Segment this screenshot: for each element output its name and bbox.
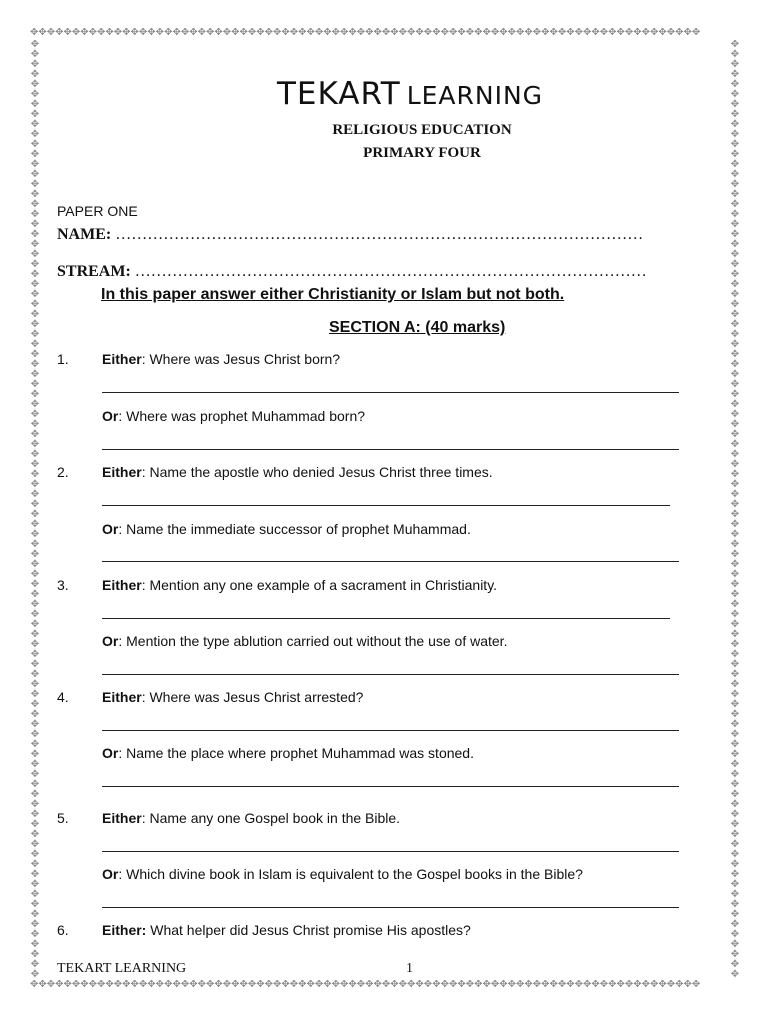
answer-line	[102, 851, 679, 852]
or-label: Or	[102, 866, 119, 882]
or-text: : Name the place where prophet Muhammad was stoned.	[118, 745, 474, 761]
question-number: 6.	[57, 922, 69, 938]
level-title: PRIMARY FOUR	[363, 145, 481, 161]
question-number: 5.	[57, 810, 69, 826]
or-label: Or	[102, 633, 119, 649]
either-text: : Name the apostle who denied Jesus Christ three times.	[141, 464, 493, 480]
either-label: Either	[102, 577, 142, 593]
question-number: 2.	[57, 464, 69, 480]
answer-line	[102, 505, 670, 506]
either-text: What helper did Jesus Christ promise His apostles?	[146, 922, 471, 938]
instruction: In this paper answer either Christianity or Islam but not both.	[101, 286, 565, 303]
answer-line	[102, 786, 679, 787]
question-either	[102, 351, 340, 367]
either-label: Either	[102, 810, 142, 826]
either-label: Either	[102, 464, 142, 480]
or-label: Or	[102, 408, 119, 424]
either-text: : Name any one Gospel book in the Bible.	[141, 810, 401, 826]
decorative-border-left: ✥✥✥✥✥✥✥✥✥✥✥✥✥✥✥✥✥✥✥✥✥✥✥✥✥✥✥✥✥✥✥✥✥✥✥✥✥✥✥✥✥✥✥✥✥✥✥✥✥✥✥✥✥✥✥✥✥✥✥✥✥✥✥✥✥✥✥✥✥✥✥✥✥✥✥✥✥✥✥✥✥✥✥✥✥✥✥✥✥✥✥✥✥✥	[30, 40, 40, 980]
stream-label: STREAM:	[57, 263, 131, 280]
decorative-border-bottom: ✥✥✥✥✥✥✥✥✥✥✥✥✥✥✥✥✥✥✥✥✥✥✥✥✥✥✥✥✥✥✥✥✥✥✥✥✥✥✥✥✥✥✥✥✥✥✥✥✥✥✥✥✥✥✥✥✥✥✥✥✥✥✥✥✥✥✥✥✥✥✥✥✥✥✥✥✥✥✥✥	[30, 980, 701, 990]
brand-main: TEKART	[276, 76, 401, 112]
or-text: : Name the immediate successor of prophet Muhammad.	[118, 521, 471, 537]
or-label: Or	[102, 745, 119, 761]
answer-line	[102, 674, 679, 675]
either-label: Either:	[102, 922, 147, 938]
question-either	[102, 464, 493, 480]
name-label: NAME:	[57, 226, 112, 243]
name-dots: ………………………………………………………………………………………	[115, 226, 644, 243]
brand-sub: LEARNING	[406, 81, 544, 110]
question-or	[102, 866, 583, 882]
question-either	[102, 810, 400, 826]
brand-title	[0, 76, 770, 112]
decorative-border-right: ✥✥✥✥✥✥✥✥✥✥✥✥✥✥✥✥✥✥✥✥✥✥✥✥✥✥✥✥✥✥✥✥✥✥✥✥✥✥✥✥✥✥✥✥✥✥✥✥✥✥✥✥✥✥✥✥✥✥✥✥✥✥✥✥✥✥✥✥✥✥✥✥✥✥✥✥✥✥✥✥✥✥✥✥✥✥✥✥✥✥✥✥✥✥	[730, 40, 740, 980]
question-number: 4.	[57, 689, 69, 705]
answer-line	[102, 618, 670, 619]
either-label: Either	[102, 351, 142, 367]
page-number: 1	[406, 961, 413, 976]
question-number: 3.	[57, 577, 69, 593]
answer-line	[102, 907, 679, 908]
question-either	[102, 689, 363, 705]
answer-line	[102, 392, 679, 393]
either-text: : Where was Jesus Christ arrested?	[141, 689, 364, 705]
or-label: Or	[102, 521, 119, 537]
subject-title: RELIGIOUS EDUCATION	[332, 122, 512, 138]
question-or	[102, 521, 471, 537]
decorative-border-top: ✥✥✥✥✥✥✥✥✥✥✥✥✥✥✥✥✥✥✥✥✥✥✥✥✥✥✥✥✥✥✥✥✥✥✥✥✥✥✥✥✥✥✥✥✥✥✥✥✥✥✥✥✥✥✥✥✥✥✥✥✥✥✥✥✥✥✥✥✥✥✥✥✥✥✥✥✥✥✥✥	[30, 28, 701, 38]
or-text: : Where was prophet Muhammad born?	[118, 408, 366, 424]
section-title: SECTION A: (40 marks)	[329, 319, 506, 336]
answer-line	[102, 561, 679, 562]
either-text: : Mention any one example of a sacrament in Christianity.	[141, 577, 498, 593]
or-text: : Mention the type ablution carried out without the use of water.	[118, 633, 508, 649]
paper-label: PAPER ONE	[57, 203, 138, 219]
either-text: : Where was Jesus Christ born?	[141, 351, 341, 367]
question-either	[102, 922, 471, 938]
question-or	[102, 633, 507, 649]
footer-brand: TEKART LEARNING	[57, 961, 187, 976]
answer-line	[102, 730, 679, 731]
question-or	[102, 745, 474, 761]
question-or	[102, 408, 365, 424]
question-either	[102, 577, 497, 593]
either-label: Either	[102, 689, 142, 705]
stream-dots: ……………………………………………………………………………………	[134, 263, 647, 280]
question-number: 1.	[57, 351, 69, 367]
or-text: : Which divine book in Islam is equivalent to the Gospel books in the Bible?	[118, 866, 583, 882]
answer-line	[102, 449, 679, 450]
name-field	[57, 226, 643, 244]
stream-field	[57, 263, 647, 281]
